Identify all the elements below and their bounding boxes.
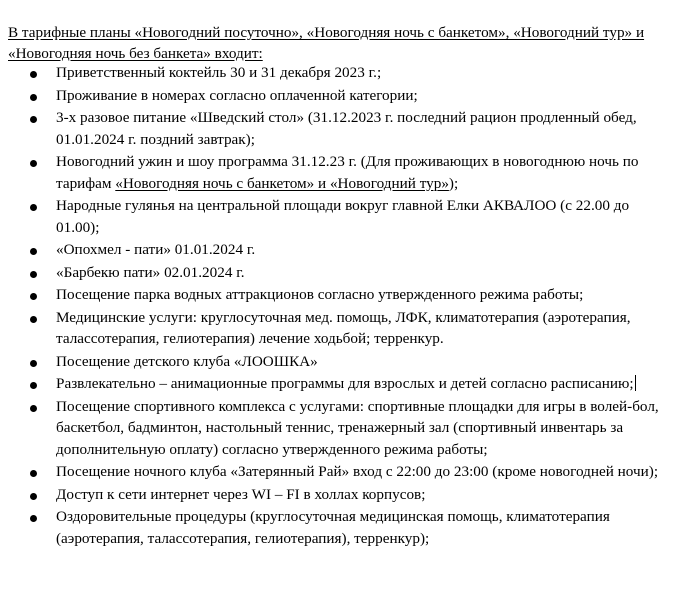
list-item-text: Приветственный коктейль 30 и 31 декабря 2023 г.; [56, 64, 382, 81]
list-item [0, 351, 684, 373]
list-item-text: Посещение детского клуба «ЛООШКА» [56, 352, 318, 370]
list-item-text: Посещение ночного клуба «Затерянный Рай» вход с 22:00 до 23:00 (кроме новогодней ночи); [56, 463, 659, 480]
list-item [0, 239, 684, 261]
list-item [0, 85, 684, 107]
list-item-text: «Барбекю пати» 02.01.2024 г. [56, 263, 245, 281]
list-item [0, 506, 684, 549]
bullet-icon [30, 116, 37, 123]
bullet-icon [30, 160, 37, 167]
list-item-text: Проживание в номерах согласно оплаченной категории; [56, 86, 418, 104]
list-item [0, 151, 684, 194]
bullet-icon [30, 271, 37, 278]
bullet-icon [30, 493, 37, 500]
underlined-tariff-names: «Новогодняя ночь с банкетом» и «Новогодний тур» [115, 174, 449, 192]
list-item-text: Доступ к сети интернет через WI – FI в холлах корпусов; [56, 485, 426, 503]
list-item-text: Оздоровительные процедуры (круглосуточная медицинская помощь, климатотерапия (аэротерапия, талассотерапия, гелиотерапия), терренкур); [56, 508, 610, 547]
list-item-text: Посещение парка водных аттракционов согласно утвержденного режима работы; [56, 286, 584, 303]
bullet-icon [30, 470, 37, 477]
list-item-text: Развлекательно – анимационные программы для взрослых и детей согласно расписанию; [56, 375, 634, 392]
bullet-icon [30, 515, 37, 522]
list-item-text: Посещение спортивного комплекса с услугами: спортивные площадки для игры в волей-бол, баскетбол, бадминтон, настольный теннис, тренажерный зал (спортивный инвентарь за дополнительную оплату) согласно утвержденного режима работы; [56, 397, 659, 458]
bullet-icon [30, 204, 37, 211]
bullet-icon [30, 293, 37, 300]
list-item-text: Народные гулянья на центральной площади вокруг главной Елки АКВАЛОО (с 22.00 до 01.00); [56, 197, 630, 236]
list-item [0, 195, 684, 238]
included-services-list [0, 62, 684, 550]
list-item [0, 396, 684, 461]
list-item-text-after: ); [448, 174, 459, 192]
intro-paragraph: В тарифные планы «Новогодний посуточно», «Новогодняя ночь с банкетом», «Новогодний тур» и «Новогодняя ночь без банкета» входит: [8, 24, 645, 62]
list-item [0, 484, 684, 506]
text-cursor [635, 375, 636, 391]
list-item [0, 373, 684, 395]
bullet-icon [30, 248, 37, 255]
list-item-text: 3-х разовое питание «Шведский стол» (31.12.2023 г. последний рацион продленный обед, 01.01.2024 г. поздний завтрак); [56, 109, 637, 148]
list-item [0, 461, 684, 483]
bullet-icon [30, 382, 37, 389]
bullet-icon [30, 316, 37, 323]
list-item [0, 307, 684, 350]
bullet-icon [30, 94, 37, 101]
list-item-text: Медицинские услуги: круглосуточная мед. помощь, ЛФК, климатотерапия (аэротерапия, талассотерапия, гелиотерапия) лечение ходьбой; терренкур. [56, 308, 631, 347]
list-item-text: «Опохмел - пати» 01.01.2024 г. [56, 241, 256, 258]
list-item [0, 107, 684, 150]
list-item [0, 62, 684, 84]
bullet-icon [30, 360, 37, 367]
list-item [0, 262, 684, 284]
bullet-icon [30, 71, 37, 78]
list-item-text-before: Новогодний ужин и шоу программа 31.12.23 г. (Для проживающих в новогоднюю ночь по тарифам [56, 153, 639, 192]
bullet-icon [30, 405, 37, 412]
list-item [0, 284, 684, 306]
